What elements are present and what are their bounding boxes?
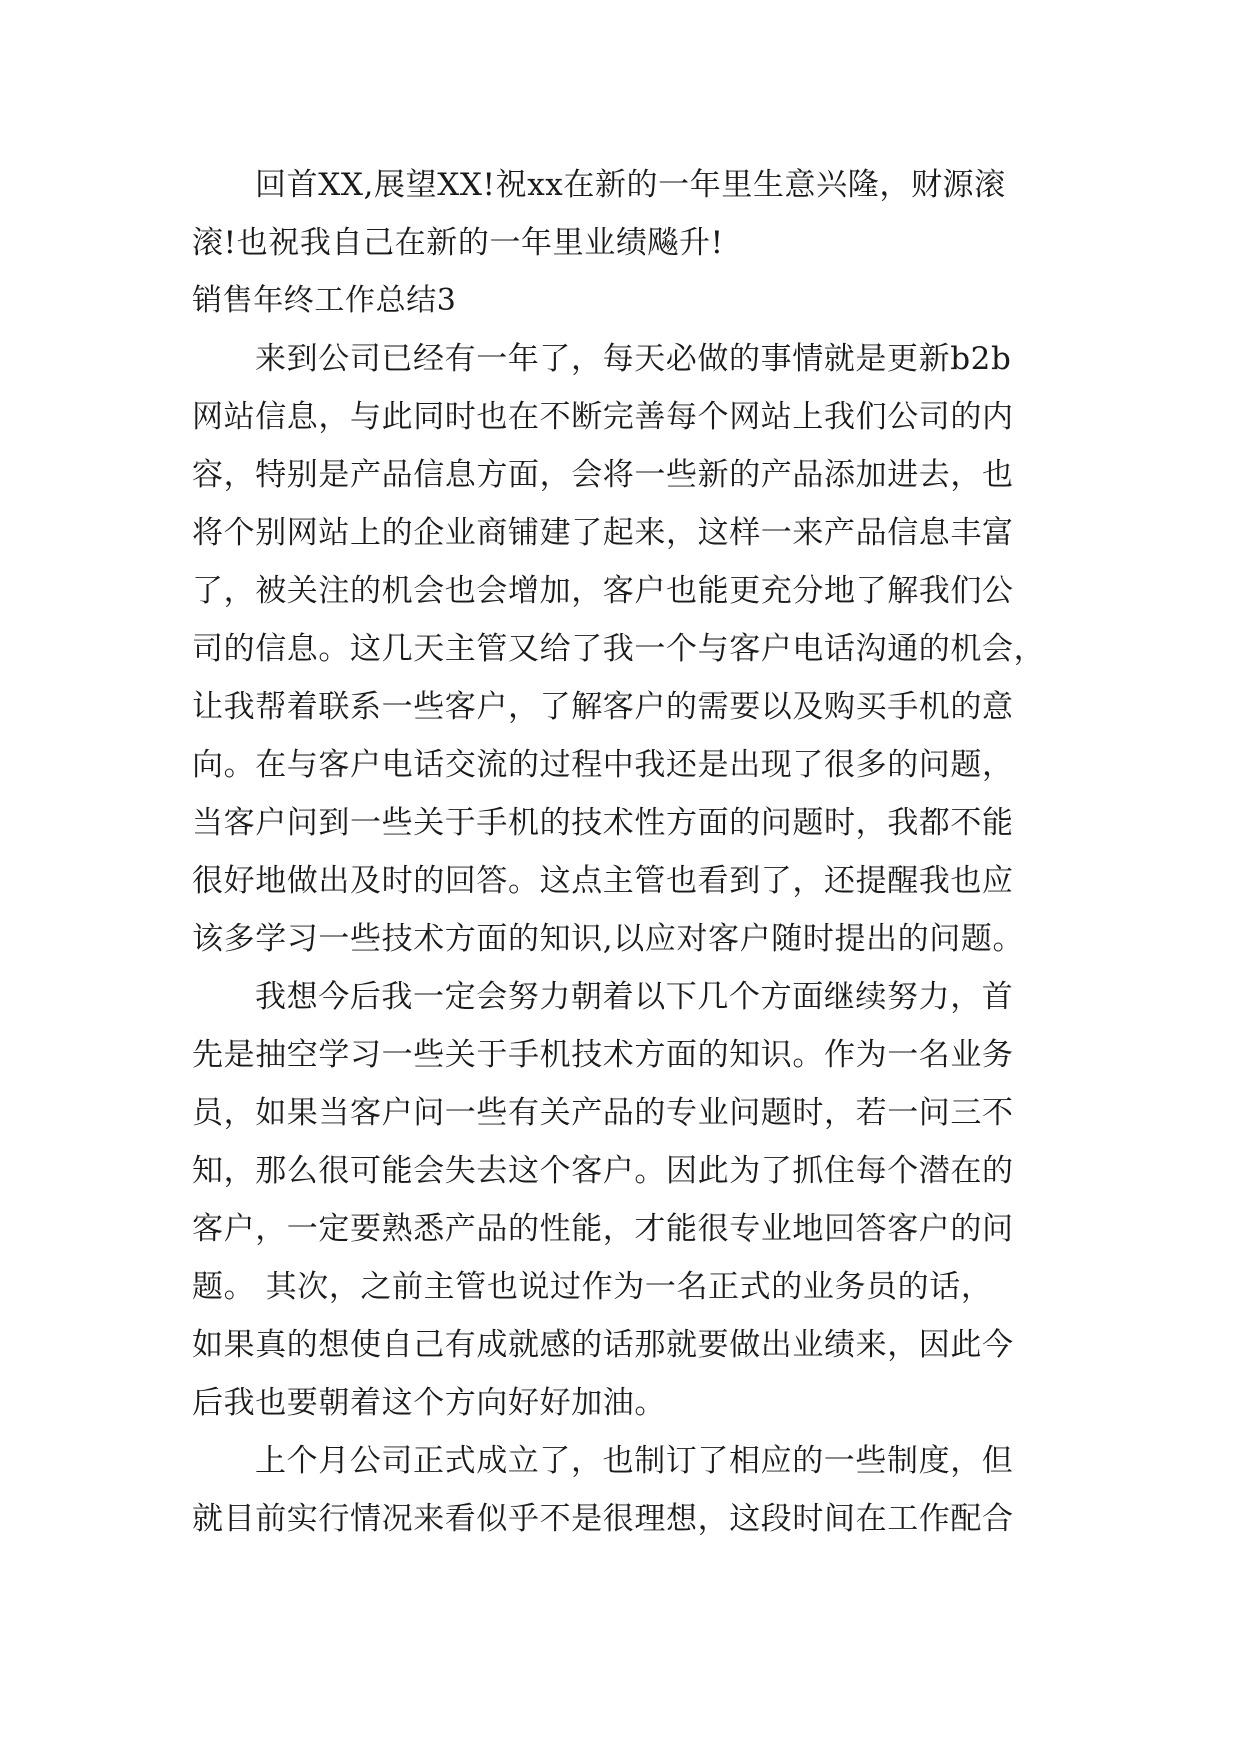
section-heading: 销售年终工作总结3	[192, 283, 457, 318]
text-line: 就目前实行情况来看似乎不是很理想，这段时间在工作配合	[192, 1501, 1014, 1537]
text-line: 网站信息，与此同时也在不断完善每个网站上我们公司的内	[192, 399, 1014, 435]
text-line: 该多学习一些技术方面的知识,以应对客户随时提出的问题。	[192, 921, 1025, 957]
text-line: 滚!也祝我自己在新的一年里业绩飚升!	[192, 225, 724, 261]
text-line: 先是抽空学习一些关于手机技术方面的知识。作为一名业务	[192, 1037, 1014, 1073]
text-line: 来到公司已经有一年了，每天必做的事情就是更新b2b	[255, 341, 1012, 377]
text-line: 题。 其次，之前主管也说过作为一名正式的业务员的话，	[192, 1269, 993, 1305]
paragraph-work-review	[192, 330, 1052, 968]
text-line: 司的信息。这几天主管又给了我一个与客户电话沟通的机会，	[192, 631, 1046, 667]
paragraph-future-plans	[192, 968, 1052, 1432]
text-line: 如果真的想使自己有成就感的话那就要做出业绩来，因此今	[192, 1327, 1014, 1363]
text-line: 上个月公司正式成立了，也制订了相应的一些制度，但	[255, 1443, 1014, 1479]
text-line: 容，特别是产品信息方面，会将一些新的产品添加进去，也	[192, 457, 1014, 493]
text-line: 了，被关注的机会也会增加，客户也能更充分地了解我们公	[192, 573, 1014, 609]
text-line: 员，如果当客户问一些有关产品的专业问题时，若一问三不	[192, 1095, 1014, 1131]
text-line: 将个别网站上的企业商铺建了起来，这样一来产品信息丰富	[192, 515, 1014, 551]
text-line: 很好地做出及时的回答。这点主管也看到了，还提醒我也应	[192, 863, 1014, 899]
text-line: 后我也要朝着这个方向好好加油。	[192, 1385, 666, 1421]
text-line: 向。在与客户电话交流的过程中我还是出现了很多的问题，	[192, 747, 1014, 783]
paragraph-company-rules	[192, 1432, 1052, 1548]
text-line: 回首XX,展望XX!祝xx在新的一年里生意兴隆，财源滚	[255, 167, 1006, 203]
text-line: 当客户问到一些关于手机的技术性方面的问题时，我都不能	[192, 805, 1014, 841]
document-body	[192, 156, 1052, 1548]
paragraph-closing-wishes	[192, 156, 1052, 272]
text-line: 我想今后我一定会努力朝着以下几个方面继续努力，首	[255, 979, 1014, 1015]
text-line: 让我帮着联系一些客户，了解客户的需要以及购买手机的意	[192, 689, 1014, 725]
text-line: 客户，一定要熟悉产品的性能，才能很专业地回答客户的问	[192, 1211, 1014, 1247]
text-line: 知，那么很可能会失去这个客户。因此为了抓住每个潜在的	[192, 1153, 1014, 1189]
